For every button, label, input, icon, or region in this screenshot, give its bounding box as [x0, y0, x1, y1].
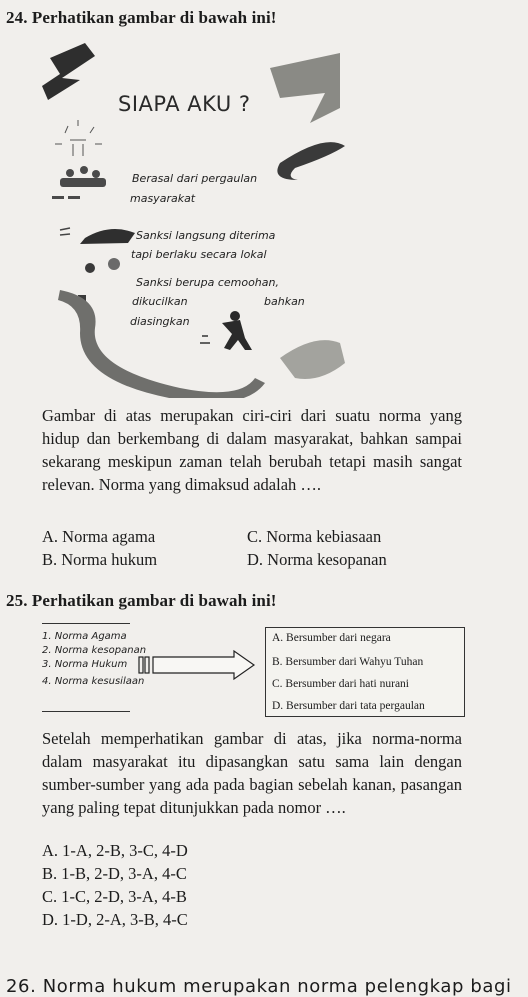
q24-number: 24.	[6, 8, 28, 27]
q24-paragraph: Gambar di atas merupakan ciri-ciri dari suatu norma yang hidup dan berkembang di dalam masyarakat, bahkan sampai sekarang meskipun zaman telah berubah tetapi masih sangat relevan. Norma yang dimaksud adalah ….	[42, 406, 462, 494]
brush-arrow-top-right	[270, 53, 340, 123]
q24-header	[6, 8, 277, 28]
clue-3-line-1: Sanksi berupa cemoohan,	[136, 276, 279, 289]
lightbulb-icon	[55, 120, 102, 156]
brush-stroke-bottom-right	[280, 340, 345, 379]
right-item-d: D. Bersumber dari tata pergaulan	[272, 700, 425, 712]
q24-option-b: B. Norma hukum	[42, 550, 158, 569]
brush-stroke-top-left	[42, 43, 95, 100]
q25-header	[6, 591, 277, 611]
clue-2-line-2: tapi berlaku secara lokal	[131, 248, 267, 261]
running-figure-icon	[222, 311, 252, 350]
clue-3-line-3: diasingkan	[130, 315, 190, 328]
q25-paragraph: Setelah memperhatikan gambar di atas, jika norma-norma dalam masyarakat itu dipasangkan satu sama lain dengan sumber-sumber yang ada pada bagian sebelah kanan, pasangan yang paling tepat ditunjukkan pada nomor ….	[42, 729, 462, 817]
clue-3-line-2: dikucilkan	[132, 295, 188, 308]
q24-option-c: C. Norma kebiasaan	[247, 527, 382, 546]
q25-option-b: B. 1-B, 2-D, 3-A, 4-C	[42, 864, 187, 883]
cloud-blob-icon	[80, 229, 135, 244]
left-bottom-rule	[42, 711, 130, 712]
left-top-rule	[42, 623, 130, 624]
q25-title: Perhatikan gambar di bawah ini!	[31, 591, 277, 610]
left-item-4: 4. Norma kesusilaan	[42, 676, 145, 687]
q26-cut-text: 26. Norma hukum merupakan norma pelengkap bagi	[6, 976, 512, 997]
figure-title: SIAPA AKU ?	[118, 92, 251, 116]
clue-3-line-2b: bahkan	[264, 295, 305, 308]
clue-2-line-1: Sanksi langsung diterima	[136, 229, 276, 242]
q25-option-d: D. 1-D, 2-A, 3-B, 4-C	[42, 910, 188, 929]
q24-option-d: D. Norma kesopanan	[247, 550, 387, 569]
right-item-b: B. Bersumber dari Wahyu Tuhan	[272, 656, 424, 668]
left-item-1: 1. Norma Agama	[42, 631, 127, 642]
q24-title: Perhatikan gambar di bawah ini!	[31, 8, 277, 27]
right-item-c: C. Bersumber dari hati nurani	[272, 678, 410, 690]
right-arrow-icon	[138, 649, 258, 689]
q25-option-c: C. 1-C, 2-D, 3-A, 4-B	[42, 887, 187, 906]
people-group-icon	[52, 166, 106, 199]
q25-option-a: A. 1-A, 2-B, 3-C, 4-D	[42, 841, 188, 860]
q25-number: 25.	[6, 591, 28, 610]
right-item-a: A. Bersumber dari negara	[272, 632, 391, 644]
left-item-2: 2. Norma kesopanan	[42, 645, 147, 656]
q24-option-a: A. Norma agama	[42, 527, 156, 546]
clue-1-line-2: masyarakat	[130, 192, 196, 205]
left-item-3: 3. Norma Hukum	[42, 659, 128, 670]
clue-1-line-1: Berasal dari pergaulan	[132, 172, 258, 185]
